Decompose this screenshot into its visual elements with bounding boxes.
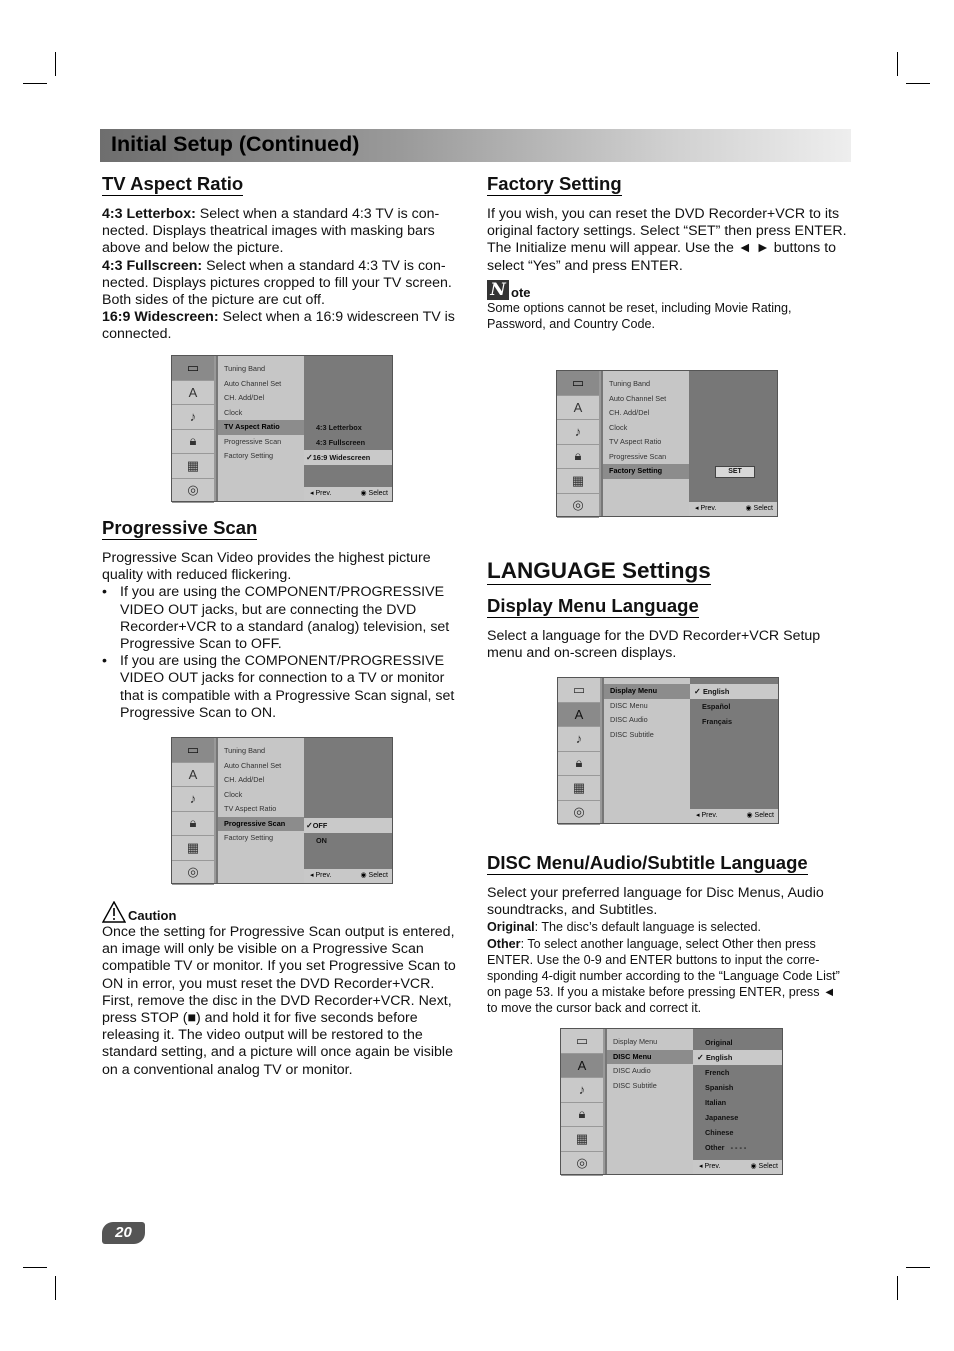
fullscreen-paragraph	[102, 258, 467, 310]
menu-item: Clock	[609, 422, 628, 432]
audio-icon: ♪	[172, 405, 214, 430]
menu-option: Other - - - -	[705, 1143, 747, 1152]
language-icon: A	[557, 396, 599, 421]
check-icon: ✓	[697, 1053, 706, 1062]
audio-icon: ♪	[557, 420, 599, 445]
factory-p1: If you wish, you can reset the DVD Recorder+VCR to its original factory settings. Select “SET” then press ENTER.	[487, 206, 847, 240]
menu-options	[304, 738, 392, 869]
menu-footer	[693, 1160, 782, 1174]
other-paragraph: Other: To select another language, select Other then press ENTER. Use the 0-9 and ENTER buttons to input the corre-sponding 4-digit number according to the “Language Code List” on page 53. If you a mistake before pressing ENTER, press ◄ to move the cursor back and correct it.	[487, 936, 840, 1016]
crop-mark	[23, 83, 47, 84]
menu-footer	[304, 869, 392, 883]
menu-option: Spanish	[705, 1083, 734, 1092]
language-icon: A	[172, 381, 214, 406]
original-paragraph: Original: The disc’s default language is selected.	[487, 920, 761, 935]
crop-mark	[23, 1267, 47, 1268]
menu-item: DISC Subtitle	[613, 1080, 657, 1090]
menu-footer	[304, 487, 392, 501]
prev-hint: ◂ Prev.	[699, 1163, 721, 1170]
check-icon: ✓	[694, 687, 703, 696]
fullscreen-text: Select when a standard 4:3 TV is con-nected. Displays pictures cropped to fill your TV screen. Both sides of the picture are cut off.	[102, 257, 452, 309]
menu-item: Auto Channel Set	[609, 393, 667, 403]
display-menu-heading: Display Menu Language	[487, 595, 699, 616]
lock-icon: 🔒︎	[558, 752, 600, 777]
menu-item: CH. Add/Del	[224, 775, 265, 784]
factory-section	[487, 173, 849, 332]
disc-language-section	[487, 852, 849, 1017]
menu-item: Display Menu	[613, 1037, 658, 1046]
film-icon: ▦	[172, 836, 214, 861]
list-item: • If you are using the COMPONENT/PROGRESSIVE VIDEO OUT jacks, but are connecting the DVD Recorder+VCR to a standard (analog) television, set Progressive Scan to OFF.	[102, 584, 467, 653]
menu-item: Auto Channel Set	[224, 378, 282, 388]
language-icon: A	[172, 763, 214, 788]
menu-screen-disc-language	[560, 1028, 783, 1175]
progressive-intro: Progressive Scan Video provides the highest picture quality with reduced flickering.	[102, 550, 431, 584]
menu-option: Japanese	[705, 1113, 739, 1122]
menu-option: Français	[702, 717, 733, 726]
prev-hint: ◂ Prev.	[696, 812, 718, 819]
crop-mark	[55, 52, 56, 76]
menu-option: 4:3 Fullscreen	[316, 438, 366, 447]
menu-option: French	[705, 1068, 730, 1077]
caution-heading	[102, 901, 467, 923]
audio-icon: ♪	[558, 727, 600, 752]
menu-items	[604, 678, 690, 823]
film-icon: ▦	[561, 1127, 603, 1152]
audio-icon: ♪	[561, 1078, 603, 1103]
menu-item: CH. Add/Del	[609, 408, 650, 417]
film-icon: ▦	[172, 454, 214, 479]
page-title: Initial Setup (Continued)	[111, 132, 360, 156]
crop-mark	[906, 83, 930, 84]
lock-icon: 🔒︎	[557, 445, 599, 470]
menu-option-selected: ✓OFF	[304, 818, 392, 833]
caution-section	[102, 901, 467, 1079]
menu-options	[690, 678, 778, 809]
menu-item-selected: DISC Menu	[607, 1050, 693, 1065]
warning-icon	[102, 901, 126, 923]
menu-screen-progressive	[171, 737, 393, 884]
menu-item: Progressive Scan	[224, 436, 282, 446]
disc-icon: ◎	[172, 479, 214, 504]
menu-icon-column	[172, 356, 216, 501]
lock-icon: 🔒︎	[561, 1103, 603, 1128]
menu-option: Español	[702, 702, 731, 711]
display-menu-text: Select a language for the DVD Recorder+VCR Setup menu and on-screen displays.	[487, 628, 821, 662]
widescreen-paragraph	[102, 309, 467, 343]
disc-language-text: Select your preferred language for Disc Menus, Audio soundtracks, and Subtitles.	[487, 885, 824, 919]
language-heading: LANGUAGE Settings	[487, 558, 711, 583]
tv-aspect-heading: TV Aspect Ratio	[102, 173, 244, 194]
screen-icon: ▭	[172, 356, 214, 381]
menu-item-selected: Progressive Scan	[218, 817, 304, 832]
prev-hint: ◂ Prev.	[695, 505, 717, 512]
list-item: • If you are using the COMPONENT/PROGRESSIVE VIDEO OUT jacks for connection to a TV or monitor that is compatible with a Progressive Scan signal, set Progressive Scan to ON.	[102, 653, 467, 722]
menu-icon-column	[172, 738, 216, 883]
menu-screen-aspect	[171, 355, 393, 502]
film-icon: ▦	[557, 469, 599, 494]
menu-option-selected: ✓ English	[690, 684, 778, 699]
menu-item: Tuning Band	[224, 746, 266, 755]
page-header-bar	[100, 129, 851, 162]
factory-p2: The Initialize menu will appear. Use the ◄ ► buttons to select “Yes” and press ENTER.	[487, 240, 837, 274]
note-label: ote	[511, 284, 531, 300]
letterbox-label: 4:3 Letterbox:	[102, 206, 196, 222]
crop-mark	[897, 52, 898, 76]
set-button[interactable]: SET	[715, 466, 755, 478]
menu-option-selected: ✓16:9 Widescreen	[304, 450, 392, 465]
menu-footer	[690, 809, 778, 823]
fullscreen-label: 4:3 Fullscreen:	[102, 257, 203, 274]
factory-heading: Factory Setting	[487, 173, 622, 194]
menu-items	[218, 738, 304, 883]
letterbox-paragraph	[102, 206, 467, 258]
note-text: Some options cannot be reset, including Movie Rating, Password, and Country Code.	[487, 300, 792, 332]
other-label: Other	[487, 936, 521, 951]
select-hint: ◉ Select	[746, 812, 774, 819]
menu-item: Progressive Scan	[609, 451, 667, 461]
menu-items	[607, 1029, 693, 1174]
original-label: Original	[487, 920, 535, 935]
lock-icon: 🔒︎	[172, 812, 214, 837]
menu-item: TV Aspect Ratio	[609, 437, 662, 446]
screen-icon: ▭	[561, 1029, 603, 1054]
widescreen-text: Select when a 16:9 widescreen TV is connected.	[102, 309, 455, 343]
crop-mark	[897, 1276, 898, 1300]
menu-item-selected: Display Menu	[604, 684, 690, 699]
disc-icon: ◎	[561, 1152, 603, 1177]
tv-aspect-section	[102, 173, 467, 344]
menu-item: TV Aspect Ratio	[224, 804, 277, 813]
menu-screen-factory	[556, 370, 778, 517]
menu-icon-column	[561, 1029, 605, 1174]
page-number: 20	[102, 1222, 145, 1244]
menu-item: DISC Subtitle	[610, 729, 654, 739]
menu-item: DISC Menu	[610, 700, 648, 710]
disc-language-heading: DISC Menu/Audio/Subtitle Language	[487, 852, 808, 873]
disc-icon: ◎	[172, 861, 214, 886]
menu-screen-display-language	[557, 677, 779, 824]
menu-option: ON	[316, 836, 327, 845]
select-hint: ◉ Select	[360, 490, 388, 497]
check-icon: ✓	[306, 453, 313, 462]
language-icon: A	[558, 703, 600, 728]
select-hint: ◉ Select	[360, 872, 388, 879]
widescreen-label: 16:9 Widescreen:	[102, 309, 219, 326]
screen-icon: ▭	[172, 738, 214, 763]
caution-label: Caution	[128, 908, 177, 923]
menu-options	[304, 356, 392, 487]
menu-icon-column	[558, 678, 602, 823]
menu-option: Italian	[705, 1098, 727, 1107]
select-hint: ◉ Select	[750, 1163, 778, 1170]
menu-item: DISC Audio	[613, 1066, 651, 1075]
menu-item: Tuning Band	[609, 379, 651, 388]
menu-footer	[689, 502, 777, 516]
menu-item: CH. Add/Del	[224, 393, 265, 402]
menu-option: 4:3 Letterbox	[316, 423, 362, 432]
screen-icon: ▭	[558, 678, 600, 703]
screen-icon: ▭	[557, 371, 599, 396]
note-heading	[487, 280, 849, 300]
progressive-bullets	[102, 584, 467, 722]
crop-mark	[906, 1267, 930, 1268]
letterbox-text: Select when a standard 4:3 TV is con-nected. Displays theatrical images with masking bars above and below the picture.	[102, 206, 440, 257]
film-icon: ▦	[558, 776, 600, 801]
progressive-heading: Progressive Scan	[102, 517, 258, 538]
progressive-section	[102, 517, 467, 722]
select-hint: ◉ Select	[745, 505, 773, 512]
menu-option: Original	[705, 1038, 733, 1047]
menu-item: Clock	[224, 789, 243, 799]
menu-icon-column	[557, 371, 601, 516]
check-icon: ✓	[306, 821, 313, 830]
menu-item: Clock	[224, 407, 243, 417]
disc-icon: ◎	[557, 494, 599, 519]
prev-hint: ◂ Prev.	[310, 872, 332, 879]
menu-options	[693, 1029, 782, 1160]
audio-icon: ♪	[172, 787, 214, 812]
prev-hint: ◂ Prev.	[310, 490, 332, 497]
crop-mark	[55, 1276, 56, 1300]
language-icon: A	[561, 1054, 603, 1079]
menu-item: Factory Setting	[224, 833, 274, 842]
lock-icon: 🔒︎	[172, 430, 214, 455]
caution-text: Once the setting for Progressive Scan output is entered, an image will only be visible on a Progressive Scan compatible TV or monitor. If you set Progressive Scan to ON in error, you must reset the DVD Recorder+VCR. First, remove the disc in the DVD Recorder+VCR. Next, press STOP (■) and hold it for five seconds before releasing it. The video output will be restored to the standard setting, and a picture will once again be visible on a conventional analog TV or monitor.	[102, 924, 456, 1078]
menu-item-selected: TV Aspect Ratio	[218, 420, 304, 435]
menu-item: Tuning Band	[224, 364, 266, 373]
language-section	[487, 558, 849, 662]
note-icon: N	[487, 280, 509, 300]
stop-symbol: ■	[187, 1010, 196, 1027]
menu-item: DISC Audio	[610, 715, 648, 724]
menu-items	[218, 356, 304, 501]
other-code: - - - -	[730, 1143, 747, 1152]
menu-item-selected: Factory Setting	[603, 464, 689, 479]
menu-item: Auto Channel Set	[224, 760, 282, 770]
menu-items	[603, 371, 689, 516]
menu-item: Factory Setting	[224, 451, 274, 460]
menu-option: Chinese	[705, 1128, 734, 1137]
disc-icon: ◎	[558, 801, 600, 826]
menu-option-selected: ✓ English	[693, 1050, 782, 1065]
